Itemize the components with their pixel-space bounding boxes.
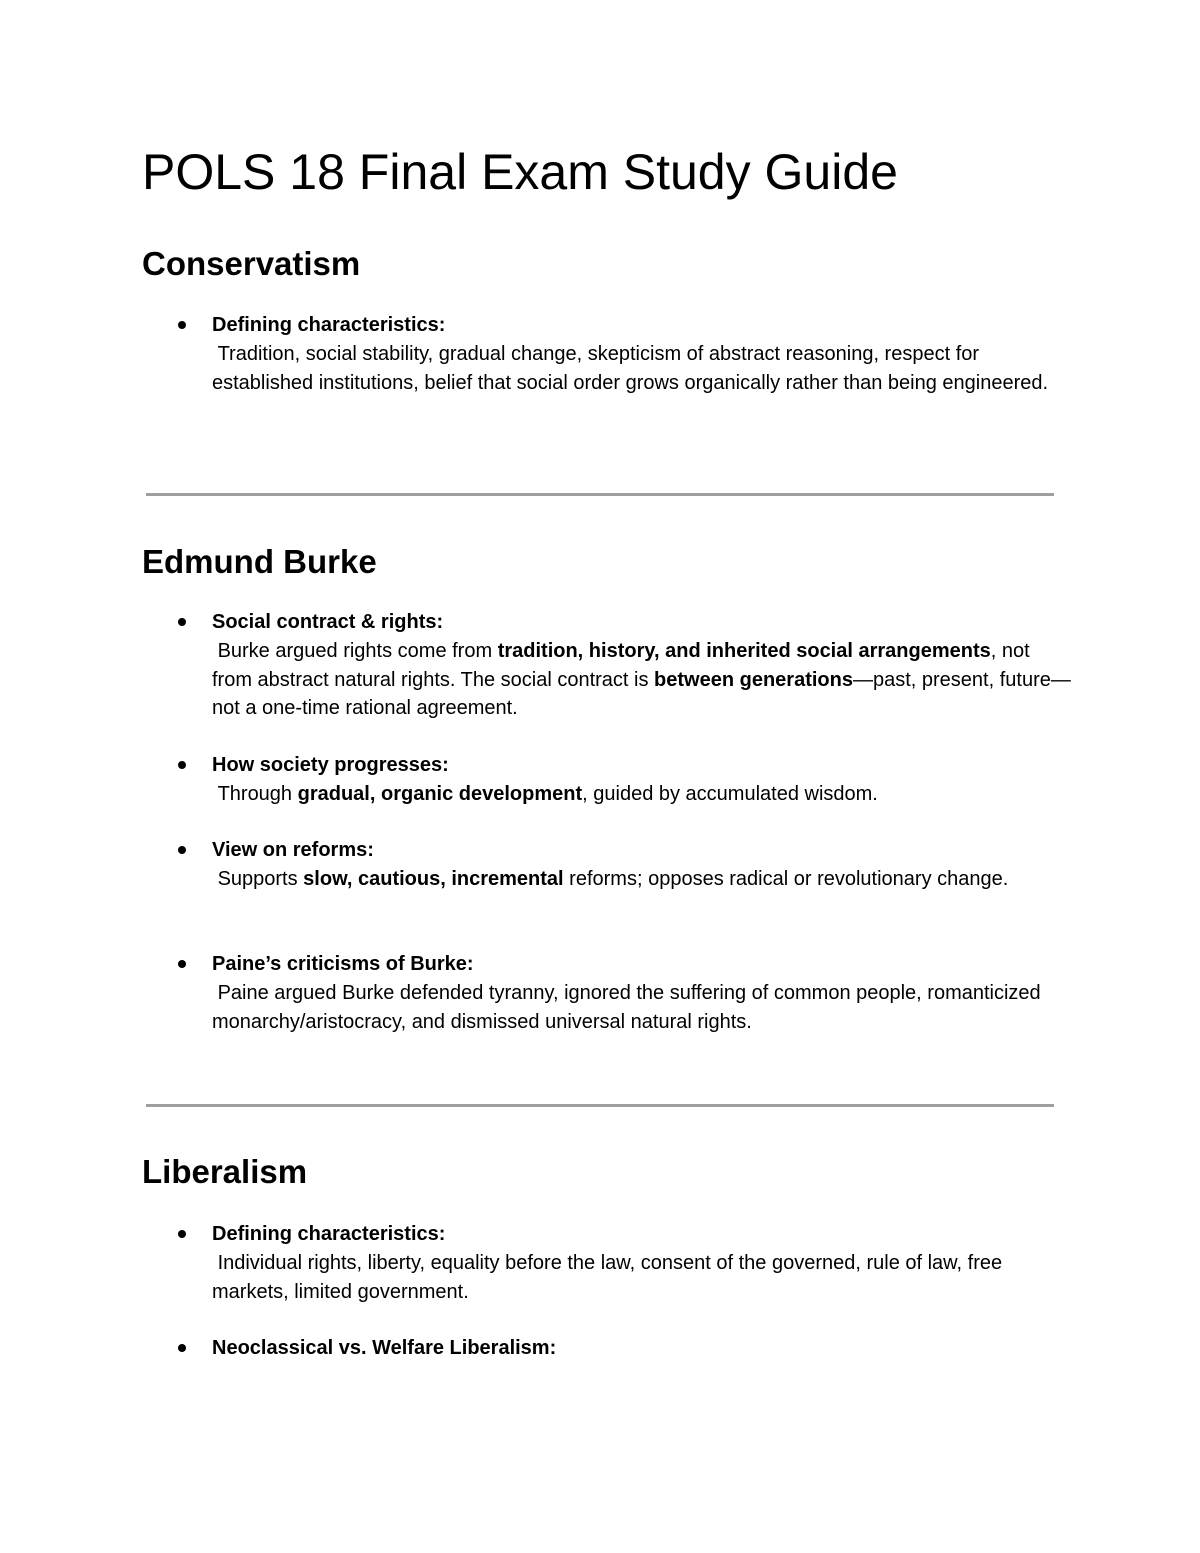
emphasis-text: tradition, history, and inherited social arrangements xyxy=(497,639,991,662)
section-heading-edmund-burke: Edmund Burke xyxy=(142,543,377,580)
item-label: Defining characteristics: xyxy=(212,314,446,336)
bullet-icon xyxy=(178,761,186,769)
item-body xyxy=(212,1249,1072,1307)
list-item xyxy=(212,950,1072,1036)
section-heading-liberalism: Liberalism xyxy=(142,1153,308,1190)
body-text: Through xyxy=(212,782,298,805)
list-item xyxy=(212,1334,1072,1363)
item-body xyxy=(212,865,1072,894)
bullet-icon xyxy=(178,1344,186,1352)
item-body xyxy=(212,780,1072,809)
list-item xyxy=(212,751,1072,809)
bullet-icon xyxy=(178,1230,186,1238)
body-text: —past, present, future—not a one-time rational agreement. xyxy=(212,668,1071,720)
body-text: , not from abstract natural rights. The social contract is xyxy=(212,639,1036,691)
body-text: Paine argued Burke defended tyranny, ignored the suffering of common people, romanticized monarchy/aristocracy, and dismissed universal natural rights. xyxy=(212,981,1047,1033)
item-body xyxy=(212,340,1072,398)
bullet-icon xyxy=(178,618,186,626)
emphasis-text: gradual, organic development xyxy=(297,782,583,805)
section-divider xyxy=(146,493,1054,496)
item-body xyxy=(212,637,1072,723)
body-text: , guided by accumulated wisdom. xyxy=(582,782,878,805)
item-label: Social contract & rights: xyxy=(212,611,444,633)
list-item xyxy=(212,836,1072,894)
item-label: Paine’s criticisms of Burke: xyxy=(212,953,474,975)
section-divider xyxy=(146,1104,1054,1107)
section-heading-conservatism: Conservatism xyxy=(142,245,361,282)
body-text: Supports xyxy=(212,867,304,890)
bullet-icon xyxy=(178,321,186,329)
emphasis-text: between generations xyxy=(654,668,853,691)
body-text: Tradition, social stability, gradual change, skepticism of abstract reasoning, respect for established institutions, belief that social order grows organically rather than being engineered. xyxy=(212,342,1049,394)
body-text: Individual rights, liberty, equality before the law, consent of the governed, rule of law, free markets, limited government. xyxy=(212,1251,1008,1303)
body-text: Burke argued rights come from xyxy=(212,639,498,662)
list-item xyxy=(212,311,1072,397)
item-body xyxy=(212,979,1072,1037)
bullet-icon xyxy=(178,960,186,968)
document-title: POLS 18 Final Exam Study Guide xyxy=(142,144,898,200)
bullet-icon xyxy=(178,846,186,854)
body-text: reforms; opposes radical or revolutionary change. xyxy=(563,867,1009,890)
item-label: How society progresses: xyxy=(212,754,449,776)
item-label: Neoclassical vs. Welfare Liberalism: xyxy=(212,1337,557,1359)
list-item xyxy=(212,608,1072,723)
item-label: View on reforms: xyxy=(212,839,374,861)
item-label: Defining characteristics: xyxy=(212,1223,446,1245)
list-item xyxy=(212,1220,1072,1306)
emphasis-text: slow, cautious, incremental xyxy=(303,867,564,890)
